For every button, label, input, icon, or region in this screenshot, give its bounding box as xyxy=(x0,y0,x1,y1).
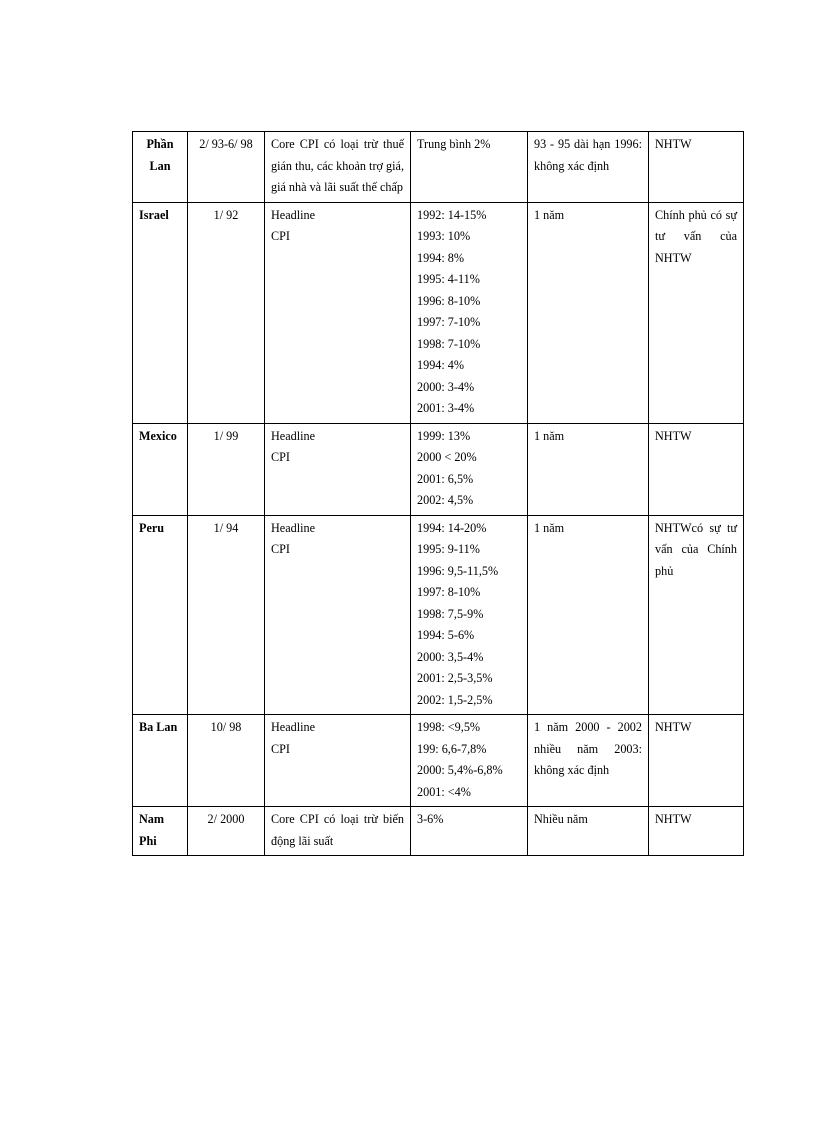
period-cell: 1/ 99 xyxy=(188,423,265,515)
inflation-targeting-table xyxy=(132,131,744,856)
index-line: Headline xyxy=(271,720,315,734)
target-line: 1998: 7-10% xyxy=(417,336,481,351)
target-line: 2001: <4% xyxy=(417,784,471,799)
table-row xyxy=(133,515,744,715)
target-line: 1995: 4-11% xyxy=(417,272,480,286)
target-line: 1993: 10% xyxy=(417,229,471,243)
target-line: 1996: 9,5-11,5% xyxy=(417,563,499,578)
index-cell: Core CPI có loại trừ biến động lãi suất xyxy=(265,807,411,856)
index-cell xyxy=(265,423,411,515)
table-row xyxy=(133,132,744,203)
target-cell xyxy=(411,202,528,423)
target-line: 1994: 14-20% xyxy=(417,520,487,535)
index-line: CPI xyxy=(271,229,290,243)
target-line: 1994: 8% xyxy=(417,250,465,265)
target-line: 2001: 2,5-3,5% xyxy=(417,671,493,685)
table-row xyxy=(133,715,744,807)
horizon-cell: 1 năm xyxy=(528,515,649,715)
table-row xyxy=(133,807,744,856)
index-line: Headline xyxy=(271,207,315,222)
target-line: 2000: 3,5-4% xyxy=(417,649,484,664)
target-line: 1992: 14-15% xyxy=(417,207,487,222)
country-cell: Nam Phi xyxy=(133,807,188,856)
period-cell: 2/ 93-6/ 98 xyxy=(188,132,265,203)
country-cell: Phần Lan xyxy=(133,132,188,203)
country-cell: Mexico xyxy=(133,423,188,515)
horizon-cell: Nhiều năm xyxy=(528,807,649,856)
target-line: 1997: 8-10% xyxy=(417,585,481,599)
index-line: CPI xyxy=(271,542,290,556)
target-cell xyxy=(411,423,528,515)
target-line: 1995: 9-11% xyxy=(417,542,480,556)
target-cell xyxy=(411,515,528,715)
target-line: 2000 < 20% xyxy=(417,450,477,464)
target-line: 3-6% xyxy=(417,812,444,826)
target-line: 1998: 7,5-9% xyxy=(417,606,484,621)
index-cell xyxy=(265,715,411,807)
target-line: Trung bình 2% xyxy=(417,137,491,151)
horizon-cell: 1 năm xyxy=(528,423,649,515)
country-cell: Israel xyxy=(133,202,188,423)
target-line: 2002: 4,5% xyxy=(417,493,474,507)
index-cell xyxy=(265,202,411,423)
index-line: CPI xyxy=(271,741,290,756)
period-cell: 1/ 92 xyxy=(188,202,265,423)
target-line: 2002: 1,5-2,5% xyxy=(417,692,493,707)
authority-cell: NHTW xyxy=(649,132,744,203)
target-line: 2000: 3-4% xyxy=(417,379,475,394)
country-cell: Ba Lan xyxy=(133,715,188,807)
horizon-cell: 93 - 95 dài hạn 1996: không xác định xyxy=(528,132,649,203)
target-cell xyxy=(411,807,528,856)
target-line: 2001: 3-4% xyxy=(417,401,475,415)
period-cell: 1/ 94 xyxy=(188,515,265,715)
target-cell xyxy=(411,132,528,203)
target-line: 1994: 5-6% xyxy=(417,628,475,642)
index-cell: Core CPI có loại trừ thuế gián thu, các khoản trợ giá, giá nhà và lãi suất thế chấp xyxy=(265,132,411,203)
authority-cell: NHTW xyxy=(649,423,744,515)
authority-cell: NHTW xyxy=(649,807,744,856)
horizon-cell: 1 năm 2000 - 2002 nhiều năm 2003: không xác định xyxy=(528,715,649,807)
country-cell: Peru xyxy=(133,515,188,715)
target-line: 1996: 8-10% xyxy=(417,293,481,308)
index-cell xyxy=(265,515,411,715)
target-line: 1999: 13% xyxy=(417,428,471,443)
index-line: Headline xyxy=(271,428,315,443)
target-line: 2000: 5,4%-6,8% xyxy=(417,763,503,777)
target-line: 1998: <9,5% xyxy=(417,720,481,734)
index-line: Headline xyxy=(271,520,315,535)
period-cell: 2/ 2000 xyxy=(188,807,265,856)
period-cell: 10/ 98 xyxy=(188,715,265,807)
authority-cell: NHTW xyxy=(649,715,744,807)
target-line: 199: 6,6-7,8% xyxy=(417,741,487,756)
index-line: CPI xyxy=(271,450,290,464)
authority-cell: Chính phủ có sự tư vấn của NHTW xyxy=(649,202,744,423)
table-row xyxy=(133,423,744,515)
table-row xyxy=(133,202,744,423)
target-cell xyxy=(411,715,528,807)
target-line: 2001: 6,5% xyxy=(417,471,474,486)
authority-cell: NHTWcó sự tư vấn của Chính phủ xyxy=(649,515,744,715)
target-line: 1994: 4% xyxy=(417,358,465,372)
horizon-cell: 1 năm xyxy=(528,202,649,423)
target-line: 1997: 7-10% xyxy=(417,315,481,329)
